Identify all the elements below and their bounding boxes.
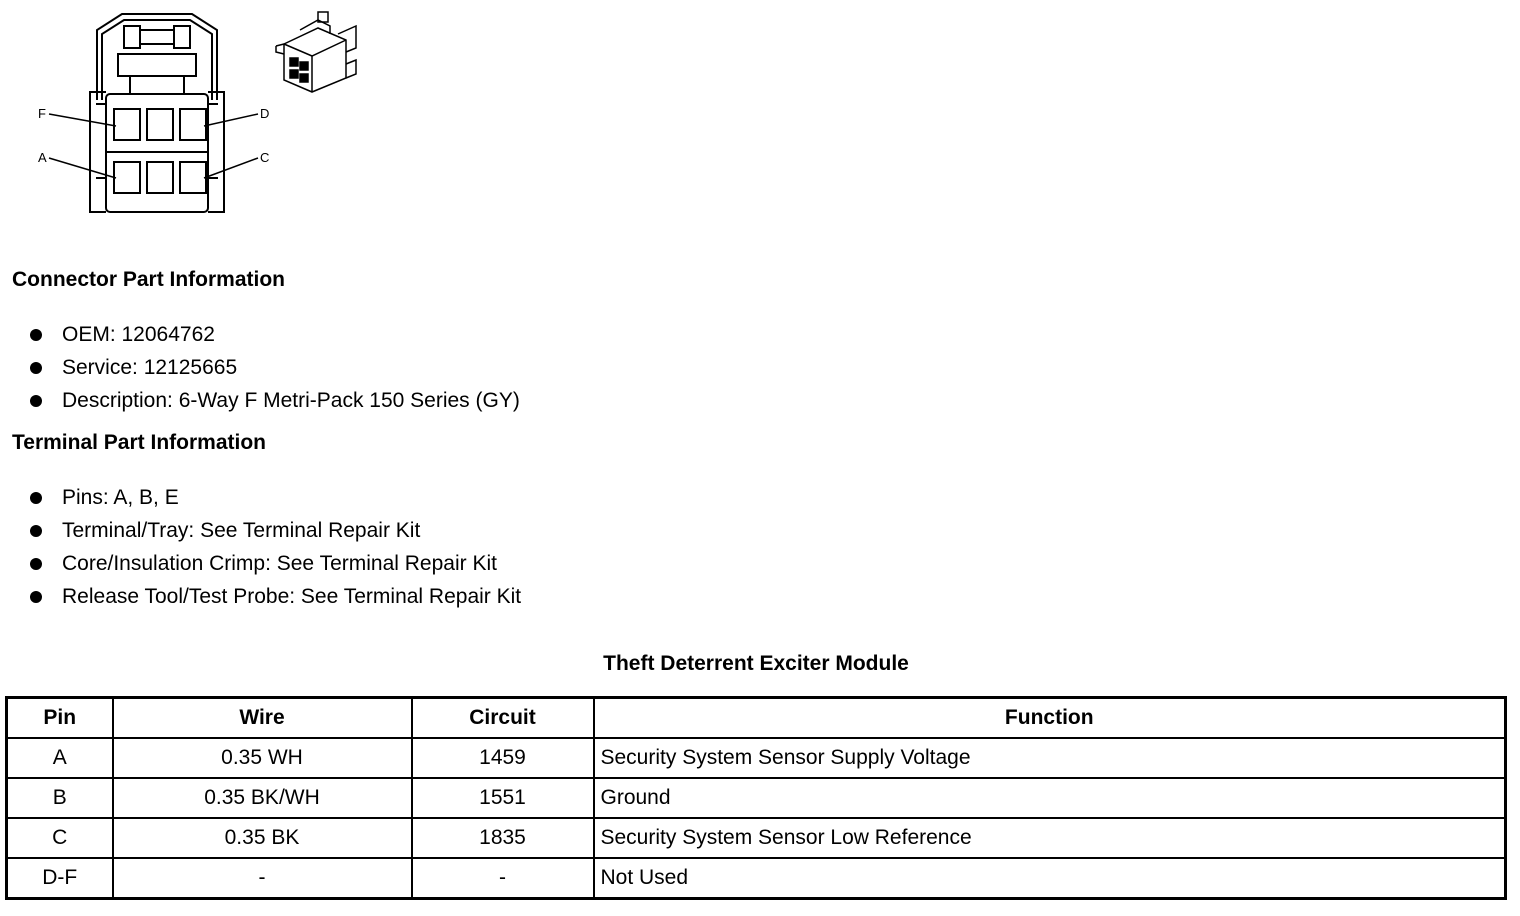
pin-label-f: F <box>38 106 46 121</box>
list-item: OEM: 12064762 <box>28 318 520 351</box>
connector-diagram <box>0 0 370 222</box>
cell-pin: D-F <box>7 858 113 899</box>
pin-label-d: D <box>260 106 270 121</box>
leader-line-d <box>204 114 258 126</box>
header-circuit: Circuit <box>412 698 594 739</box>
cell-wire: - <box>113 858 412 899</box>
leader-line-c <box>204 158 258 178</box>
cell-circuit: 1835 <box>412 818 594 858</box>
cell-function: Not Used <box>594 858 1506 899</box>
cell-function: Ground <box>594 778 1506 818</box>
list-item: Pins: A, B, E <box>28 481 521 514</box>
pin-table <box>5 696 1507 900</box>
cell-wire: 0.35 BK <box>113 818 412 858</box>
table-row <box>7 858 1506 899</box>
list-item: Description: 6-Way F Metri-Pack 150 Series (GY) <box>28 384 520 417</box>
table-title: Theft Deterrent Exciter Module <box>603 652 909 675</box>
terminal-info-title: Terminal Part Information <box>12 431 266 454</box>
cell-pin: A <box>7 738 113 778</box>
connector-3d-icon <box>276 12 356 92</box>
terminal-info-list <box>28 481 521 613</box>
header-function: Function <box>594 698 1506 739</box>
table-row <box>7 778 1506 818</box>
cell-wire: 0.35 BK/WH <box>113 778 412 818</box>
cell-circuit: 1459 <box>412 738 594 778</box>
cell-function: Security System Sensor Supply Voltage <box>594 738 1506 778</box>
list-item: Service: 12125665 <box>28 351 520 384</box>
connector-info-list <box>28 318 520 417</box>
cell-wire: 0.35 WH <box>113 738 412 778</box>
table-row <box>7 818 1506 858</box>
cell-circuit: - <box>412 858 594 899</box>
table-row <box>7 738 1506 778</box>
list-item: Core/Insulation Crimp: See Terminal Repair Kit <box>28 547 521 580</box>
cell-pin: B <box>7 778 113 818</box>
header-pin: Pin <box>7 698 113 739</box>
list-item: Release Tool/Test Probe: See Terminal Repair Kit <box>28 580 521 613</box>
cell-function: Security System Sensor Low Reference <box>594 818 1506 858</box>
cell-pin: C <box>7 818 113 858</box>
header-wire: Wire <box>113 698 412 739</box>
cell-circuit: 1551 <box>412 778 594 818</box>
list-item: Terminal/Tray: See Terminal Repair Kit <box>28 514 521 547</box>
table-header-row <box>7 698 1506 739</box>
pin-label-a: A <box>38 150 47 165</box>
pin-label-c: C <box>260 150 270 165</box>
connector-info-title: Connector Part Information <box>12 268 286 291</box>
